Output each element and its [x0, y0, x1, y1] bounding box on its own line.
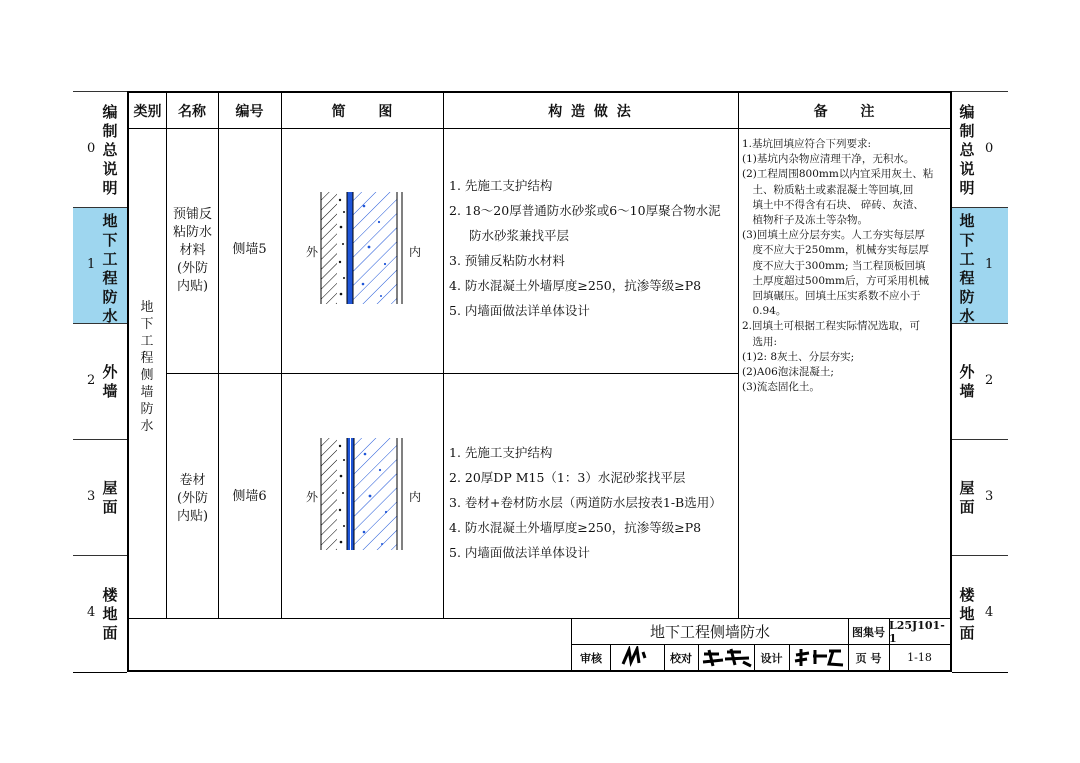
note-line: (2)工程周围800mm以内宜采用灰土、粘	[742, 168, 934, 181]
section-tab-number: 0	[985, 141, 994, 156]
construction-step: 1. 先施工支护结构	[449, 445, 553, 460]
atlas-number: L25J101-1	[889, 618, 945, 645]
section-tab-label: 外墙	[102, 363, 118, 400]
note-line: 土、粉质粘土或素混凝土等回填,回	[742, 183, 914, 196]
page-number: 1-18	[907, 651, 932, 664]
note-line: 度不应大于300mm; 当工程顶板回填	[742, 259, 926, 272]
note-line: 回填碾压。回填土压实系数不应小于	[742, 290, 921, 303]
construction-step: 4. 防水混凝土外墙厚度≥250，抗渗等级≥P8	[449, 278, 702, 293]
construction-step: 2. 20厚DP M15（1：3）水泥砂浆找平层	[449, 470, 686, 485]
note-line: (3)流态固化土。	[742, 381, 820, 394]
section-tab-number: 4	[87, 605, 96, 620]
section-tab-number: 3	[87, 489, 96, 504]
reviewer-signature	[619, 646, 659, 668]
note-line: (2)A06泡沫混凝土;	[742, 366, 834, 379]
section-tab-label: 编制总说明	[959, 102, 975, 197]
header-code: 编号	[235, 103, 264, 120]
section-tab-label: 楼地面	[102, 585, 118, 642]
header-method: 构 造 做 法	[548, 103, 633, 120]
construction-step: 2. 18～20厚普通防水砂浆或6～10厚聚合物水泥	[449, 203, 721, 218]
note-line: 1.基坑回填应符合下列要求:	[742, 138, 872, 150]
section-tab-number: 2	[87, 373, 96, 388]
header-notes: 备 注	[813, 103, 875, 120]
note-line: 土厚度超过500mm后，方可采用机械	[742, 274, 929, 287]
row1-diagram	[281, 129, 443, 373]
section-tab-label: 外墙	[959, 363, 975, 400]
construction-step: 防水砂浆兼找平层	[469, 228, 570, 243]
section-tab-3[interactable]	[952, 439, 1008, 556]
notes-text	[742, 137, 933, 395]
construction-step: 3. 预铺反粘防水材料	[449, 253, 565, 268]
section-tab-label: 编制总说明	[102, 102, 118, 197]
note-line: 填土中不得含有石块、 碎砖、灰渣、	[742, 198, 924, 211]
check-label: 校对	[670, 651, 692, 665]
construction-step: 5. 内墙面做法详单体设计	[449, 303, 590, 318]
note-line: 植物秆子及冻土等杂物。	[742, 214, 868, 227]
note-line: (3)回填土应分层夯实。人工夯实每层厚	[742, 229, 925, 242]
header-category: 类别	[133, 103, 162, 120]
section-tab-number: 1	[87, 257, 96, 272]
page-label: 页 号	[855, 651, 882, 665]
row1-code: 侧墙5	[232, 242, 267, 257]
note-line: 0.94。	[742, 305, 787, 318]
section-tab-4[interactable]	[952, 555, 1008, 672]
category-label: 地下工程侧墙防水	[140, 300, 154, 434]
construction-step: 1. 先施工支护结构	[449, 178, 553, 193]
section-tab-label: 楼地面	[959, 585, 975, 642]
section-tab-number: 0	[87, 141, 96, 156]
note-line: (1)2: 8灰土、分层夯实;	[742, 350, 855, 363]
section-tab-number: 3	[985, 489, 994, 504]
note-line: 度不应大于250mm，机械夯实每层厚	[742, 244, 929, 257]
row2-name: 卷材 (外防 内贴)	[176, 473, 209, 524]
atlas-label: 图集号	[852, 625, 885, 639]
construction-step: 3. 卷材+卷材防水层（两道防水层按表1-B选用）	[449, 495, 722, 510]
row1-section-drawing	[319, 192, 406, 304]
header-name: 名称	[178, 103, 206, 120]
note-line: 2.回填土可根据工程实际情况选取，可	[742, 320, 921, 333]
row2-outside-label: 外	[306, 490, 319, 504]
row1-name: 预铺反 粘防水 材料 (外防 内贴)	[172, 207, 212, 294]
construction-step: 4. 防水混凝土外墙厚度≥250，抗渗等级≥P8	[449, 520, 702, 535]
review-label: 审核	[580, 651, 602, 665]
section-tab-label: 屋面	[102, 479, 118, 516]
section-tab-3[interactable]	[73, 439, 127, 556]
designer-signature	[793, 646, 847, 668]
section-tab-2[interactable]	[952, 323, 1008, 440]
section-tab-label: 地下工程防水	[959, 212, 975, 325]
note-line: (1)基坑内杂物应清理干净，无积水。	[742, 153, 915, 166]
design-label: 设计	[760, 651, 783, 665]
row2-diagram	[281, 374, 443, 618]
row1-outside-label: 外	[306, 245, 319, 259]
row2-section-drawing	[319, 438, 406, 550]
section-tab-0[interactable]	[73, 91, 127, 208]
section-tab-number: 1	[985, 257, 994, 272]
construction-step: 5. 内墙面做法详单体设计	[449, 545, 590, 560]
section-tab-label: 地下工程防水	[102, 212, 118, 325]
row2-inside-label: 内	[409, 490, 422, 504]
note-line: 选用:	[742, 335, 778, 348]
sheet-title: 地下工程侧墙防水	[649, 623, 770, 641]
row1-construction-steps	[449, 173, 721, 323]
row1-inside-label: 内	[409, 245, 422, 259]
section-tab-number: 2	[985, 373, 994, 388]
row2-construction-steps	[449, 440, 722, 565]
section-tab-2[interactable]	[73, 323, 127, 440]
row2-code: 侧墙6	[232, 489, 267, 504]
section-tab-4[interactable]	[73, 555, 127, 672]
section-tab-number: 4	[985, 605, 994, 620]
section-tab-0[interactable]	[952, 91, 1008, 208]
checker-signature	[701, 646, 753, 668]
section-tab-1[interactable]	[952, 207, 1008, 324]
header-diagram: 简 图	[331, 103, 393, 120]
section-tab-1[interactable]	[73, 207, 127, 324]
drawing-table	[127, 91, 952, 672]
section-tab-label: 屋面	[959, 479, 975, 516]
